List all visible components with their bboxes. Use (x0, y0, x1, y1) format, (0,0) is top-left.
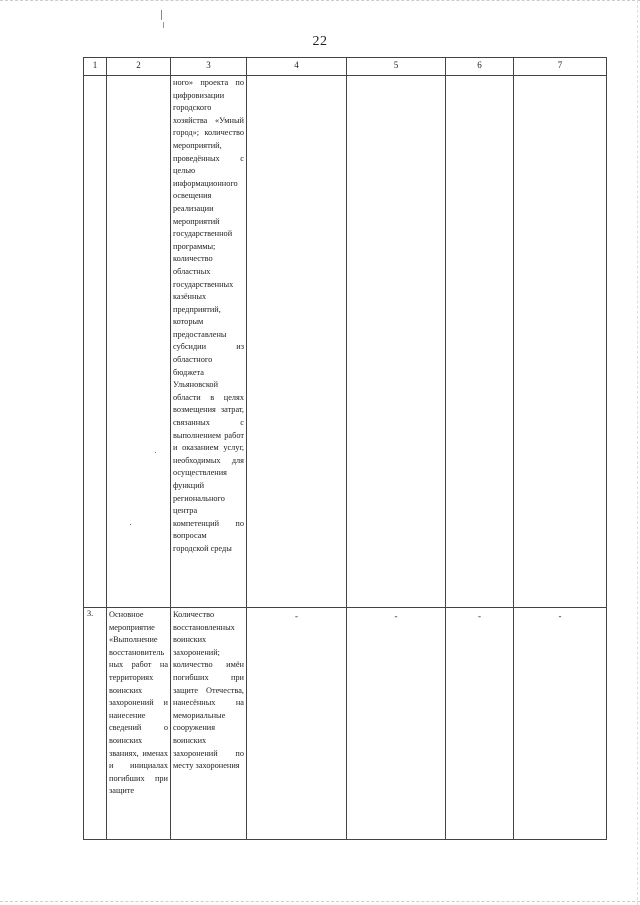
value-cell (247, 76, 347, 608)
row-number-cell (84, 76, 107, 608)
scan-mark (163, 22, 164, 28)
activity-name-cell (107, 76, 171, 608)
header-row (84, 58, 607, 76)
program-table (83, 57, 607, 840)
row-number-cell: 3. (84, 608, 107, 840)
activity-name-cell: Основное мероприятие «Выполнение восстановительных работ на территориях воинских захоронений и нанесение сведений о воинских званиях, именах и инициалах погибших при защите (107, 608, 171, 840)
value-cell (347, 76, 446, 608)
column-header: 7 (514, 58, 607, 76)
column-header: 2 (107, 58, 171, 76)
table-row (84, 608, 607, 840)
value-cell: - (247, 608, 347, 840)
column-header: 6 (446, 58, 514, 76)
column-header: 1 (84, 58, 107, 76)
value-cell (514, 76, 607, 608)
scan-speck (155, 452, 156, 453)
column-header: 3 (171, 58, 247, 76)
page-number: 22 (312, 34, 328, 49)
scan-edge-right (636, 0, 638, 905)
value-cell: - (514, 608, 607, 840)
scan-mark (161, 10, 162, 20)
indicator-cell: ного» проекта по цифровизации городского хозяйства «Умный город»; количество мероприятий, проведённых с целью информационного освещения реализации мероприятий государственной программы; количество областных государственных казённых предприятий, которым предоставлены субсидии из областного бюджета Ульяновской области в целях возмещения затрат, связанных с выполнением работ и оказанием услуг, необходимых для осуществления функций регионального центра компетенций по вопросам городской среды (171, 76, 247, 608)
column-header: 5 (347, 58, 446, 76)
scan-edge-top (0, 0, 640, 3)
scan-edge-bottom (0, 899, 640, 902)
value-cell: - (347, 608, 446, 840)
value-cell (446, 76, 514, 608)
value-cell: - (446, 608, 514, 840)
table-row (84, 76, 607, 608)
column-header: 4 (247, 58, 347, 76)
scan-speck (130, 524, 131, 525)
indicator-cell: Количество восстановленных воинских захоронений; количество имён погибших при защите Отечества, нанесённых на мемориальные сооружения воинских захоронений по месту захоронения (171, 608, 247, 840)
